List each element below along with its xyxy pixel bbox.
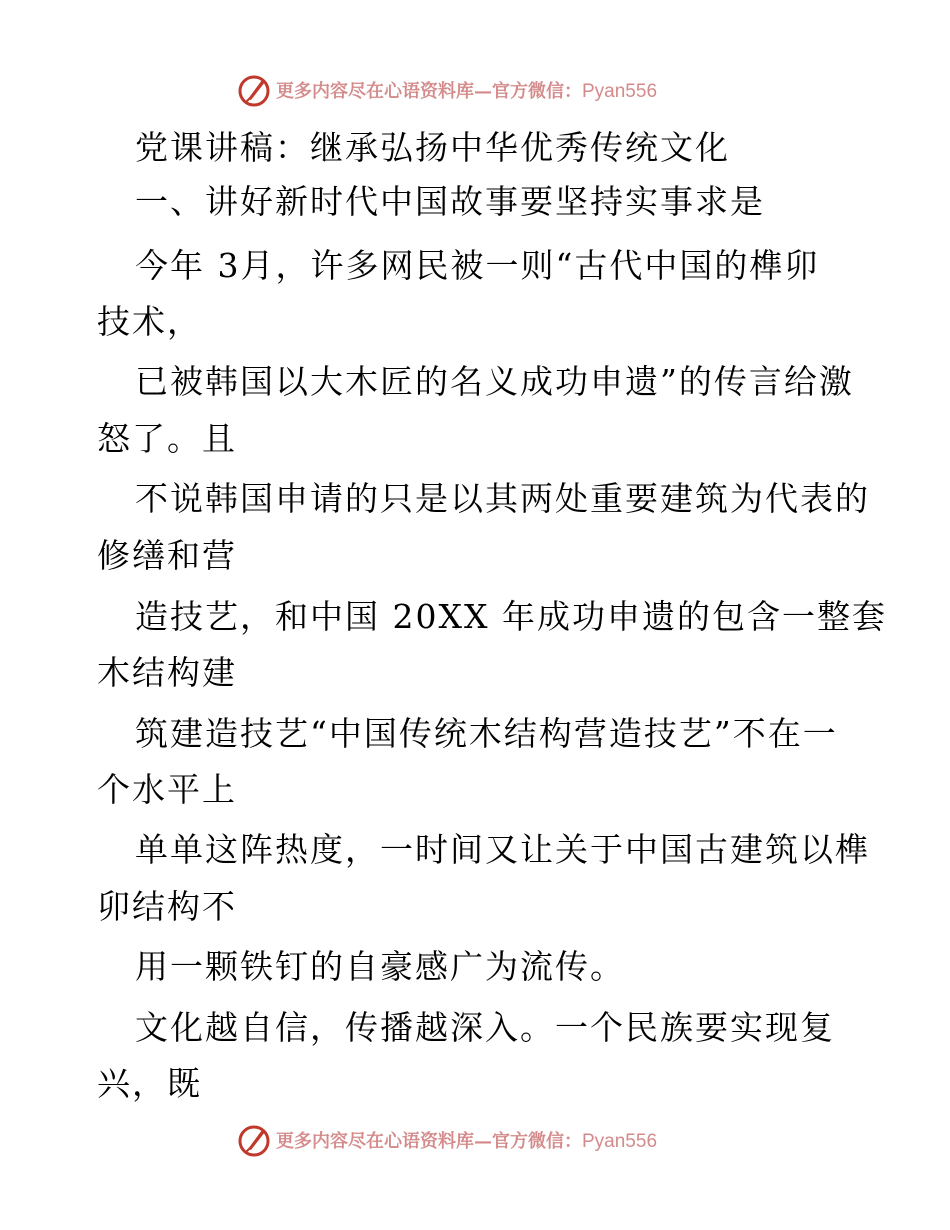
watermark-footer [236, 1120, 716, 1160]
paragraph-line: 筑建造技艺“中国传统木结构营造技艺”不在一 [135, 714, 838, 753]
watermark-header [236, 70, 716, 110]
watermark-handle: Pyan556 [582, 1131, 658, 1152]
paragraph-line: 单单这阵热度，一时间又让关于中国古建筑以榫 [135, 830, 870, 869]
paragraph-line: 个水平上 [97, 770, 237, 809]
paragraph-line: 木结构建 [97, 653, 237, 692]
paragraph-line: 已被韩国以大木匠的名义成功申遗”的传言给激 [135, 362, 854, 401]
paragraph-line: 兴，既 [97, 1064, 202, 1103]
document-title: 党课讲稿：继承弘扬中华优秀传统文化 [135, 128, 730, 167]
paragraph-line: 用一颗铁钉的自豪感广为流传。 [135, 947, 625, 986]
paragraph-line: 不说韩国申请的只是以其两处重要建筑为代表的 [135, 479, 870, 518]
paragraph-line: 文化越自信，传播越深入。一个民族要实现复 [135, 1008, 835, 1047]
paragraph-line: 今年 3月，许多网民被一则“古代中国的榫卯 [135, 246, 820, 285]
paragraph-line: 卯结构不 [97, 887, 237, 926]
quill-pen-logo-icon [236, 1122, 272, 1158]
watermark-text: 更多内容尽在心语资料库—官方微信：Pyan556 [276, 1131, 658, 1152]
paragraph-line: 技术， [97, 302, 202, 341]
paragraph-line: 造技艺，和中国 20XX 年成功申遗的包含一整套 [135, 597, 887, 636]
paragraph-line: 修缮和营 [97, 536, 237, 575]
quill-pen-logo-icon [236, 72, 272, 108]
paragraph-line: 怒了。且 [97, 419, 237, 458]
watermark-handle: Pyan556 [582, 81, 658, 102]
section-heading: 一、讲好新时代中国故事要坚持实事求是 [135, 182, 765, 221]
watermark-text: 更多内容尽在心语资料库—官方微信：Pyan556 [276, 81, 658, 102]
